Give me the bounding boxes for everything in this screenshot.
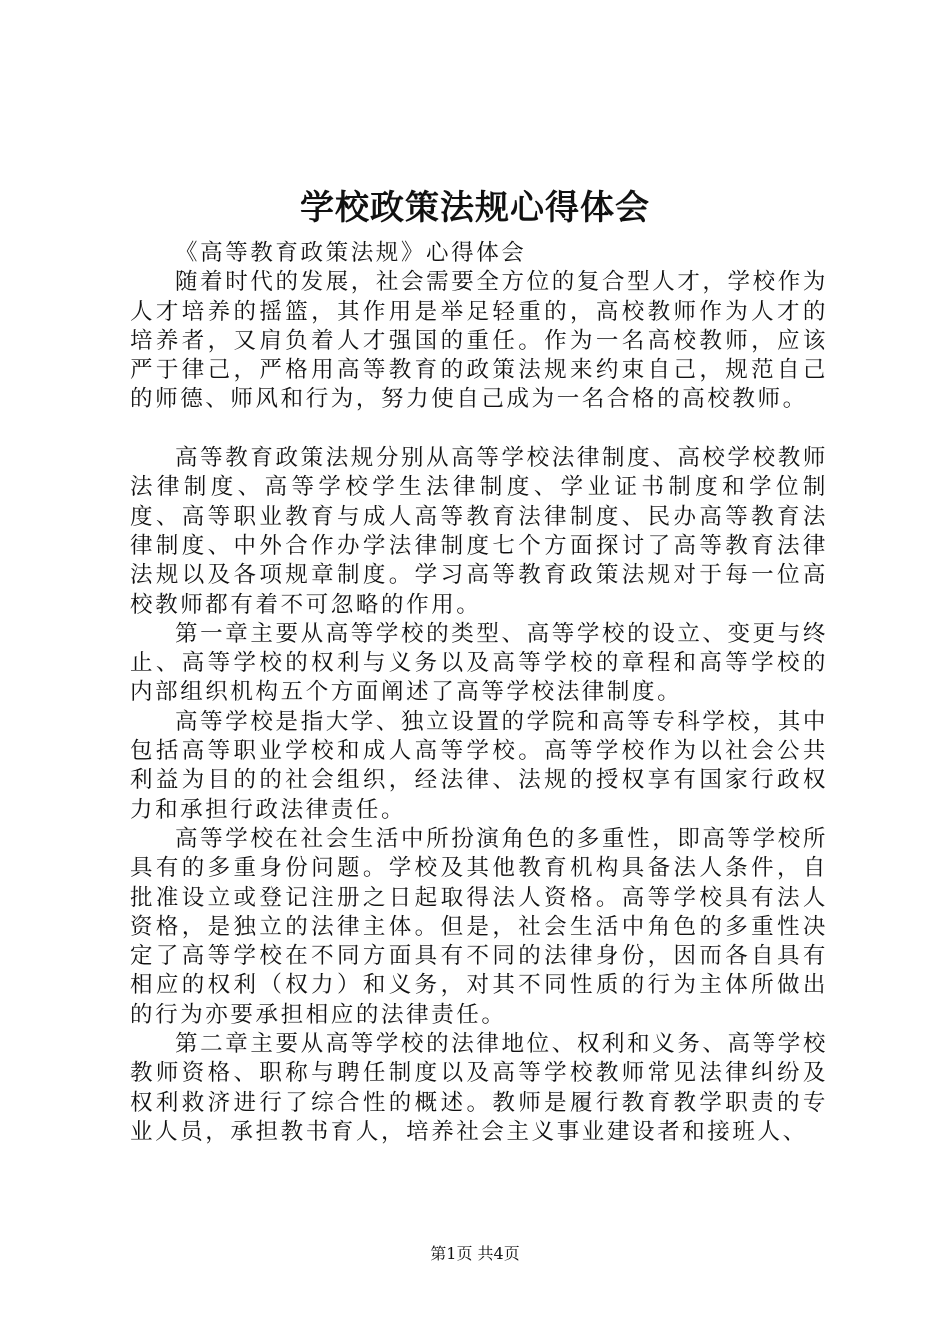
paragraph-multiple-roles: 高等学校在社会生活中所扮演角色的多重性，即高等学校所具有的多重身份问题。学校及其他教育机构具备法人条件，自批准设立或登记注册之日起取得法人资格。高等学校具有法人资格，是独立的法律主体。但是，社会生活中角色的多重性决定了高等学校在不同方面具有不同的法律身份，因而各自具有相应的权利（权力）和义务，对其不同性质的行为主体所做出的行为亦要承担相应的法律责任。 bbox=[130, 825, 828, 1028]
paragraph-subtitle: 《高等教育政策法规》心得体会 bbox=[175, 240, 527, 266]
paragraph-overview: 高等教育政策法规分别从高等学校法律制度、高校学校教师法律制度、高等学校学生法律制度、学业证书制度和学位制度、高等职业教育与成人高等教育法律制度、民办高等教育法律制度、中外合作办学法律制度七个方面探讨了高等教育法律法规以及各项规章制度。学习高等教育政策法规对于每一位高校教师都有着不可忽略的作用。 bbox=[130, 445, 828, 618]
paragraph-school-definition: 高等学校是指大学、独立设置的学院和高等专科学校，其中包括高等职业学校和成人高等学校。高等学校作为以社会公共利益为目的的社会组织，经法律、法规的授权享有国家行政权力和承担行政法律责任。 bbox=[130, 708, 828, 823]
document-body bbox=[130, 239, 828, 1147]
page-footer: 第1页 共4页 bbox=[430, 1244, 520, 1263]
page-title: 学校政策法规心得体会 bbox=[300, 188, 650, 228]
paragraph-chapter-one: 第一章主要从高等学校的类型、高等学校的设立、变更与终止、高等学校的权利与义务以及高等学校的章程和高等学校的内部组织机构五个方面阐述了高等学校法律制度。 bbox=[130, 620, 828, 706]
paragraph-intro: 随着时代的发展，社会需要全方位的复合型人才，学校作为人才培养的摇篮，其作用是举足轻重的，高校教师作为人才的培养者，又肩负着人才强国的重任。作为一名高校教师，应该严于律己，严格用高等教育的政策法规来约束自己，规范自己的师德、师风和行为，努力使自己成为一名合格的高校教师。 bbox=[130, 269, 828, 413]
paragraph-chapter-two: 第二章主要从高等学校的法律地位、权利和义务、高等学校教师资格、职称与聘任制度以及高等学校教师常见法律纠纷及权利救济进行了综合性的概述。教师是履行教育教学职责的专业人员，承担教书育人，培养社会主义事业建设者和接班人、 bbox=[130, 1031, 828, 1145]
